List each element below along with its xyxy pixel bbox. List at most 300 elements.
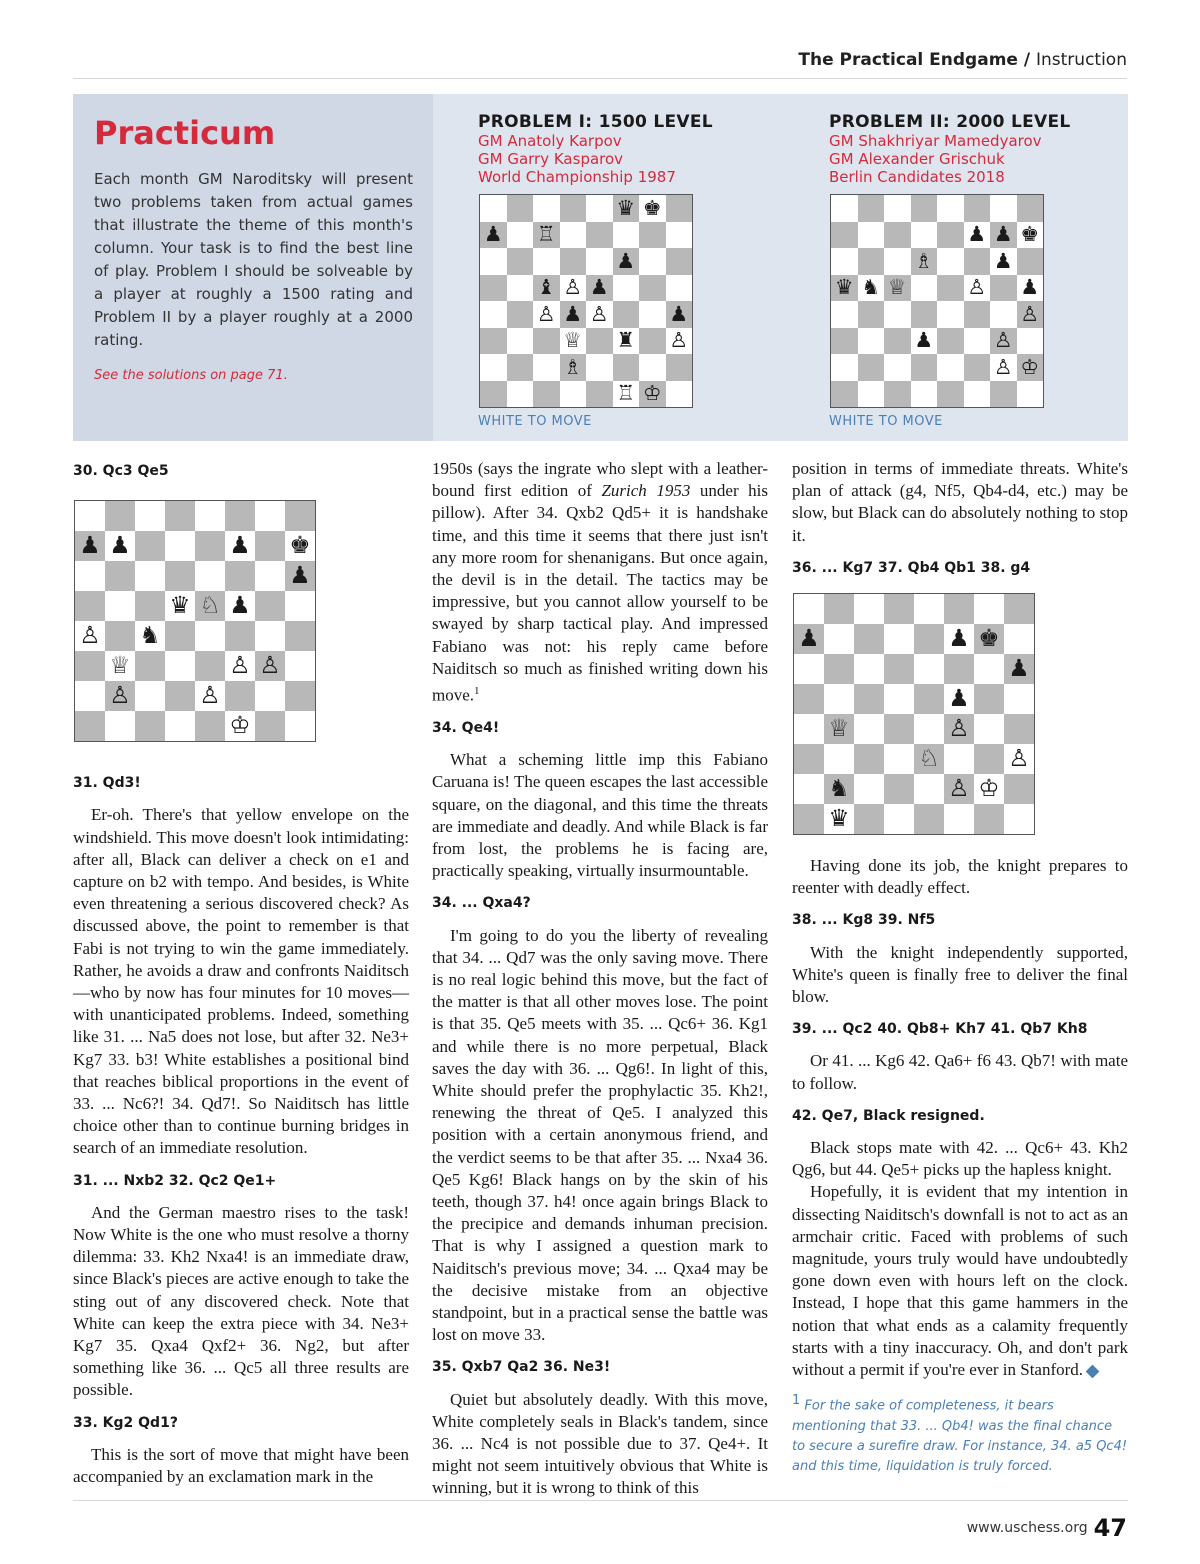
- board-square: [533, 222, 560, 249]
- board-square: [858, 275, 885, 302]
- board-square: [75, 561, 105, 591]
- board-square: [105, 591, 135, 621]
- white-pawn-icon: ♙: [229, 651, 251, 680]
- board-square: [225, 531, 255, 561]
- board-square: [964, 381, 991, 408]
- board-square: [75, 681, 105, 711]
- board-square: [990, 354, 1017, 381]
- black-pawn-icon: ♟: [967, 222, 987, 247]
- board-square: [533, 354, 560, 381]
- paragraph: I'm going to do you the liberty of revealing that 34. ... Qd7 was the only saving move. There is no real logic behind this move, but the fact of the matter is that all other moves lose. The point is that 35. Qe5 meets with 35. ... Qc6+ 36. Kg1 and while there is no more perpetual, Black saves the day with 36. ... Qg6!. In light of this, White should prefer the prophylactic 35. Kh2!, renewing the threat of Qe5. I analyzed this position with a certain anonymous friend, and the verdict seems to be that after 35. ... Nxa4 36. Qe5 Kg6! Black hangs on by the skin of his teeth, though 37. h4! once again brings Black to the precipice and demands inhuman precision. That is why I assigned a question mark to Naiditsch's previous move; 34. ... Qxa4 may be the decisive mistake from an objective standpoint, but in a practical sense the battle was lost on move 33.: [432, 925, 768, 1345]
- board-square: [255, 681, 285, 711]
- board-square: [560, 222, 587, 249]
- black-queen-icon: ♛: [616, 195, 636, 220]
- problem-1-title: PROBLEM I: 1500 LEVEL: [478, 112, 713, 132]
- board-square: [831, 222, 858, 249]
- board-square: [964, 328, 991, 355]
- board-square: [914, 714, 944, 744]
- board-square: [480, 381, 507, 408]
- board-square: [990, 301, 1017, 328]
- problem-2-heading: [829, 112, 1149, 186]
- board-square: [613, 195, 640, 222]
- problem-2-player-1: GM Shakhriyar Mamedyarov: [829, 132, 1042, 150]
- board-square: [1004, 684, 1034, 714]
- black-queen-icon: ♛: [828, 804, 850, 833]
- board-square: [884, 774, 914, 804]
- board-square: [105, 621, 135, 651]
- board-square: [1004, 744, 1034, 774]
- board-square: [990, 222, 1017, 249]
- problem-2-chessboard: [830, 194, 1044, 408]
- board-square: [824, 594, 854, 624]
- board-square: [944, 684, 974, 714]
- black-pawn-icon: ♟: [229, 531, 251, 560]
- board-square: [560, 195, 587, 222]
- white-queen-icon: ♕: [887, 275, 907, 300]
- running-header: [73, 50, 1127, 79]
- board-square: [666, 328, 693, 355]
- paragraph: position in terms of immediate threats. White's plan of attack (g4, Nf5, Qb4-d4, etc.) may be slow, but Black can do absolutely nothing to stop it.: [792, 459, 1128, 545]
- board-square: [225, 591, 255, 621]
- white-pawn-icon: ♙: [948, 714, 970, 743]
- board-square: [964, 195, 991, 222]
- board-square: [937, 301, 964, 328]
- board-square: [639, 354, 666, 381]
- board-square: [858, 381, 885, 408]
- problem-2-to-move: WHITE TO MOVE: [829, 414, 943, 429]
- board-square: [666, 381, 693, 408]
- move-heading: 33. Kg2 Qd1?: [73, 1414, 178, 1431]
- white-queen-icon: ♕: [109, 651, 131, 680]
- board-square: [854, 804, 884, 834]
- problem-1-chessboard: [479, 194, 693, 408]
- board-square: [105, 711, 135, 741]
- header-subsection: Instruction: [1036, 50, 1127, 70]
- paragraph-text: under his pillow). After 34. Qxb2 Qd5+ it is handshake time, and this time it seems that there just isn't any more room for shenanigans. But once again, the devil is in the detail. The tactics may be impressive, but you cannot allow yourself to be swayed by sharp tactical play. And impressed Fabiano was not: his reply came before Naiditsch so much as finished writing down his move.: [432, 481, 769, 705]
- white-pawn-icon: ♙: [563, 275, 583, 300]
- board-square: [858, 222, 885, 249]
- board-square: [195, 501, 225, 531]
- board-square: [794, 624, 824, 654]
- board-square: [794, 774, 824, 804]
- move-heading: 42. Qe7, Black resigned.: [792, 1107, 985, 1124]
- book-title: Zurich 1953: [601, 481, 691, 501]
- board-square: [794, 594, 824, 624]
- board-square: [944, 804, 974, 834]
- white-pawn-icon: ♙: [79, 621, 101, 650]
- white-pawn-icon: ♙: [589, 301, 609, 326]
- board-square: [1004, 654, 1034, 684]
- practicum-intro-box: [73, 94, 433, 441]
- board-square: [666, 275, 693, 302]
- move-heading: 35. Qxb7 Qa2 36. Ne3!: [432, 1359, 611, 1376]
- board-square: [285, 711, 315, 741]
- black-pawn-icon: ♟: [993, 222, 1013, 247]
- problem-2-event: Berlin Candidates 2018: [829, 168, 1005, 186]
- board-square: [507, 354, 534, 381]
- board-square: [831, 275, 858, 302]
- board-square: [884, 248, 911, 275]
- board-square: [639, 222, 666, 249]
- white-bishop-icon: ♗: [563, 354, 583, 379]
- white-pawn-icon: ♙: [1008, 744, 1030, 773]
- white-rook-icon: ♖: [616, 381, 636, 406]
- board-square: [914, 744, 944, 774]
- board-square: [195, 591, 225, 621]
- board-square: [613, 381, 640, 408]
- paragraph: What a scheming little imp this Fabiano Caruana is! The queen escapes the last accessible square, on the diagonal, and this time the threats are immediate and deadly. And while Black is far from lost, the problems he is facing are, practically speaking, virtually insurmountable.: [432, 750, 768, 881]
- board-square: [135, 711, 165, 741]
- board-square: [507, 301, 534, 328]
- black-pawn-icon: ♟: [1008, 654, 1030, 683]
- board-square: [824, 684, 854, 714]
- white-king-icon: ♔: [229, 711, 251, 740]
- black-king-icon: ♚: [289, 531, 311, 560]
- diagram-1-holder: [73, 492, 409, 748]
- page-footer: [967, 1514, 1127, 1542]
- board-square: [225, 621, 255, 651]
- black-pawn-icon: ♟: [914, 328, 934, 353]
- article-column-3: [792, 458, 1128, 1477]
- board-square: [165, 711, 195, 741]
- white-bishop-icon: ♗: [914, 248, 934, 273]
- white-pawn-icon: ♙: [993, 328, 1013, 353]
- board-square: [794, 804, 824, 834]
- board-square: [974, 654, 1004, 684]
- paragraph-text: 1950s (says the ingrate who slept with a leather-bound first edition of: [432, 459, 768, 501]
- board-square: [831, 328, 858, 355]
- black-king-icon: ♚: [978, 624, 1000, 653]
- board-square: [858, 301, 885, 328]
- board-square: [964, 222, 991, 249]
- diagram-2-chessboard: [793, 593, 1035, 835]
- board-square: [1017, 354, 1044, 381]
- black-pawn-icon: ♟: [948, 684, 970, 713]
- board-square: [854, 594, 884, 624]
- problem-1-event: World Championship 1987: [478, 168, 676, 186]
- board-square: [613, 301, 640, 328]
- problem-1-player-1: GM Anatoly Karpov: [478, 132, 622, 150]
- board-square: [285, 501, 315, 531]
- board-square: [225, 711, 255, 741]
- board-square: [831, 301, 858, 328]
- board-square: [586, 222, 613, 249]
- board-square: [858, 195, 885, 222]
- board-square: [1017, 328, 1044, 355]
- board-square: [533, 381, 560, 408]
- board-square: [480, 354, 507, 381]
- white-pawn-icon: ♙: [669, 328, 689, 353]
- move-heading: 38. ... Kg8 39. Nf5: [792, 912, 936, 929]
- black-pawn-icon: ♟: [589, 275, 609, 300]
- board-square: [225, 651, 255, 681]
- board-square: [666, 248, 693, 275]
- paragraph: Black stops mate with 42. ... Qc6+ 43. Kh2 Qg6, but 44. Qe5+ picks up the hapless knight.: [792, 1138, 1128, 1180]
- board-square: [911, 381, 938, 408]
- black-king-icon: ♚: [642, 195, 662, 220]
- board-square: [507, 328, 534, 355]
- board-square: [794, 714, 824, 744]
- board-square: [974, 774, 1004, 804]
- board-square: [480, 301, 507, 328]
- board-square: [944, 594, 974, 624]
- black-pawn-icon: ♟: [79, 531, 101, 560]
- board-square: [75, 531, 105, 561]
- board-square: [990, 328, 1017, 355]
- board-square: [974, 804, 1004, 834]
- board-square: [884, 381, 911, 408]
- board-square: [105, 531, 135, 561]
- board-square: [105, 681, 135, 711]
- white-pawn-icon: ♙: [536, 301, 556, 326]
- board-square: [586, 328, 613, 355]
- header-section: The Practical Endgame: [798, 50, 1018, 70]
- paragraph-text: Hopefully, it is evident that my intention in dissecting Naiditsch's downfall is not to act as an armchair critic. Faced with problems of such magnitude, yours truly would have undoubtedly gone down even with hours left on the clock. Instead, I hope that this game hammers in the notion that what ends as a calamity frequently starts with a tiny inaccuracy. Oh, and don't park without a permit if you're ever in Stanford.: [792, 1182, 1128, 1380]
- board-square: [639, 275, 666, 302]
- board-square: [990, 275, 1017, 302]
- board-square: [195, 651, 225, 681]
- board-square: [480, 248, 507, 275]
- board-square: [75, 621, 105, 651]
- board-square: [75, 651, 105, 681]
- board-square: [944, 624, 974, 654]
- board-square: [135, 531, 165, 561]
- board-square: [255, 501, 285, 531]
- article-column-2: [432, 458, 768, 1500]
- board-square: [884, 744, 914, 774]
- white-pawn-icon: ♙: [199, 681, 221, 710]
- board-square: [884, 624, 914, 654]
- white-pawn-icon: ♙: [259, 651, 281, 680]
- footnote: [792, 1391, 1128, 1476]
- board-square: [285, 651, 315, 681]
- board-square: [884, 222, 911, 249]
- move-heading: 31. ... Nxb2 32. Qc2 Qe1+: [73, 1172, 277, 1189]
- board-square: [255, 591, 285, 621]
- board-square: [884, 195, 911, 222]
- board-square: [831, 381, 858, 408]
- board-square: [1017, 275, 1044, 302]
- board-square: [937, 354, 964, 381]
- article-column-1: [73, 458, 409, 1488]
- board-square: [639, 195, 666, 222]
- practicum-title: Practicum: [94, 114, 276, 152]
- board-square: [255, 711, 285, 741]
- board-square: [195, 531, 225, 561]
- board-square: [831, 195, 858, 222]
- board-square: [914, 594, 944, 624]
- board-square: [586, 195, 613, 222]
- black-knight-icon: ♞: [828, 774, 850, 803]
- board-square: [854, 654, 884, 684]
- board-square: [255, 561, 285, 591]
- board-square: [135, 591, 165, 621]
- board-square: [639, 301, 666, 328]
- board-square: [858, 354, 885, 381]
- board-square: [964, 248, 991, 275]
- move-heading: 34. ... Qxa4?: [432, 895, 531, 912]
- board-square: [480, 275, 507, 302]
- black-knight-icon: ♞: [861, 275, 881, 300]
- board-square: [974, 744, 1004, 774]
- board-square: [944, 744, 974, 774]
- board-square: [937, 381, 964, 408]
- white-king-icon: ♔: [642, 381, 662, 406]
- board-square: [911, 195, 938, 222]
- board-square: [884, 594, 914, 624]
- white-pawn-icon: ♙: [1020, 301, 1040, 326]
- white-pawn-icon: ♙: [993, 354, 1013, 379]
- board-square: [75, 711, 105, 741]
- header-separator: /: [1017, 50, 1036, 70]
- white-rook-icon: ♖: [536, 222, 556, 247]
- board-square: [165, 591, 195, 621]
- black-pawn-icon: ♟: [563, 301, 583, 326]
- board-square: [944, 774, 974, 804]
- board-square: [560, 381, 587, 408]
- white-queen-icon: ♕: [828, 714, 850, 743]
- board-square: [105, 651, 135, 681]
- board-square: [911, 328, 938, 355]
- board-square: [911, 301, 938, 328]
- footnote-text: For the sake of completeness, it bears mentioning that 33. ... Qb4! was the final chance to secure a surefire draw. For instance, 34. a5 Qc4! and this time, liquidation is truly forced.: [792, 1398, 1128, 1474]
- board-square: [831, 248, 858, 275]
- board-square: [964, 301, 991, 328]
- board-square: [480, 222, 507, 249]
- board-square: [858, 248, 885, 275]
- black-pawn-icon: ♟: [483, 222, 503, 247]
- see-solutions-note: See the solutions on page 71.: [94, 368, 288, 383]
- board-square: [974, 624, 1004, 654]
- board-square: [613, 354, 640, 381]
- white-queen-icon: ♕: [563, 328, 583, 353]
- board-square: [884, 804, 914, 834]
- problem-2-title: PROBLEM II: 2000 LEVEL: [829, 112, 1071, 132]
- board-square: [1017, 222, 1044, 249]
- board-square: [937, 195, 964, 222]
- black-pawn-icon: ♟: [109, 531, 131, 560]
- diagram-1-chessboard: [74, 500, 316, 742]
- board-square: [964, 354, 991, 381]
- paragraph: [432, 458, 768, 707]
- white-knight-icon: ♘: [918, 744, 940, 773]
- white-pawn-icon: ♙: [967, 275, 987, 300]
- board-square: [586, 248, 613, 275]
- board-square: [914, 804, 944, 834]
- paragraph: [792, 1181, 1128, 1381]
- black-rook-icon: ♜: [616, 328, 636, 353]
- board-square: [884, 328, 911, 355]
- board-square: [560, 354, 587, 381]
- diagram-1-caption: 30. Qc3 Qe5: [73, 463, 169, 479]
- problem-1-to-move: WHITE TO MOVE: [478, 414, 592, 429]
- black-pawn-icon: ♟: [229, 591, 251, 620]
- board-square: [884, 275, 911, 302]
- footnote-number: 1: [792, 1393, 801, 1409]
- practicum-panel: [73, 94, 1128, 441]
- board-square: [195, 681, 225, 711]
- board-square: [666, 222, 693, 249]
- black-pawn-icon: ♟: [289, 561, 311, 590]
- board-square: [195, 561, 225, 591]
- board-square: [914, 774, 944, 804]
- board-square: [480, 195, 507, 222]
- board-square: [613, 275, 640, 302]
- board-square: [195, 711, 225, 741]
- board-square: [1017, 248, 1044, 275]
- board-square: [165, 531, 195, 561]
- footer-url: www.uschess.org: [966, 1520, 1088, 1536]
- board-square: [974, 684, 1004, 714]
- diagram-2-caption: 36. ... Kg7 37. Qb4 Qb1 38. g4: [792, 559, 1031, 576]
- board-square: [560, 301, 587, 328]
- board-square: [533, 195, 560, 222]
- board-square: [974, 594, 1004, 624]
- footer-divider: [73, 1500, 1128, 1501]
- board-square: [165, 651, 195, 681]
- board-square: [911, 354, 938, 381]
- board-square: [533, 301, 560, 328]
- move-heading: 31. Qd3!: [73, 775, 141, 792]
- board-square: [854, 774, 884, 804]
- board-square: [937, 248, 964, 275]
- board-square: [666, 195, 693, 222]
- board-square: [586, 354, 613, 381]
- board-square: [914, 684, 944, 714]
- board-square: [560, 248, 587, 275]
- board-square: [990, 248, 1017, 275]
- board-square: [824, 714, 854, 744]
- board-square: [937, 328, 964, 355]
- board-square: [824, 804, 854, 834]
- black-pawn-icon: ♟: [1020, 275, 1040, 300]
- board-square: [911, 275, 938, 302]
- problem-1-player-2: GM Garry Kasparov: [478, 150, 624, 168]
- board-square: [533, 328, 560, 355]
- board-square: [255, 651, 285, 681]
- board-square: [854, 624, 884, 654]
- board-square: [639, 328, 666, 355]
- board-square: [533, 275, 560, 302]
- board-square: [1017, 381, 1044, 408]
- black-pawn-icon: ♟: [616, 248, 636, 273]
- board-square: [974, 714, 1004, 744]
- board-square: [990, 381, 1017, 408]
- board-square: [884, 684, 914, 714]
- black-bishop-icon: ♝: [536, 275, 556, 300]
- black-pawn-icon: ♟: [669, 301, 689, 326]
- board-square: [586, 275, 613, 302]
- paragraph: And the German maestro rises to the task! Now White is the one who must resolve a thorny dilemma: 33. Kh2 Nxa4! is an immediate draw, since Black's pieces are active enough to take the sting out of any discovered check. Note that White can keep the extra piece with 34. Ne3+ Kg7 35. Qxa4 Qxf2+ 36. Ng2, but after something like 36. ... Qc5 all three results are possible.: [73, 1202, 409, 1400]
- white-king-icon: ♔: [978, 774, 1000, 803]
- board-square: [824, 774, 854, 804]
- board-square: [858, 328, 885, 355]
- paragraph: With the knight independently supported, White's queen is finally free to deliver the final blow.: [792, 942, 1128, 1007]
- board-square: [507, 248, 534, 275]
- board-square: [105, 561, 135, 591]
- board-square: [255, 621, 285, 651]
- board-square: [1004, 774, 1034, 804]
- black-pawn-icon: ♟: [993, 248, 1013, 273]
- board-square: [225, 501, 255, 531]
- white-knight-icon: ♘: [199, 591, 221, 620]
- paragraph: Having done its job, the knight prepares to reenter with deadly effect.: [792, 856, 1128, 898]
- board-square: [824, 744, 854, 774]
- white-king-icon: ♔: [1020, 354, 1040, 379]
- board-square: [165, 621, 195, 651]
- paragraph: Er-oh. There's that yellow envelope on the windshield. This move doesn't look intimidating: after all, Black can deliver a check on e1 and capture on b2 with tempo. And besides, is White even threatening a serious discovered check? As discussed above, the point to remember is that Fabi is not trying to win the game immediately. Rather, he avoids a draw and confronts Naiditsch—who by now has four minutes for 10 moves—with unanticipated problems. Indeed, something like 31. ... Na5 does not lose, but after 32. Ne3+ Kg7 33. b3! White establishes a positional bind that reaches biblical proportions in the event of 33. ... Nc6?! 34. Qd7!. So Naiditsch has little choice other than to continue burning bridges in search of an immediate resolution.: [73, 805, 409, 1158]
- board-square: [937, 275, 964, 302]
